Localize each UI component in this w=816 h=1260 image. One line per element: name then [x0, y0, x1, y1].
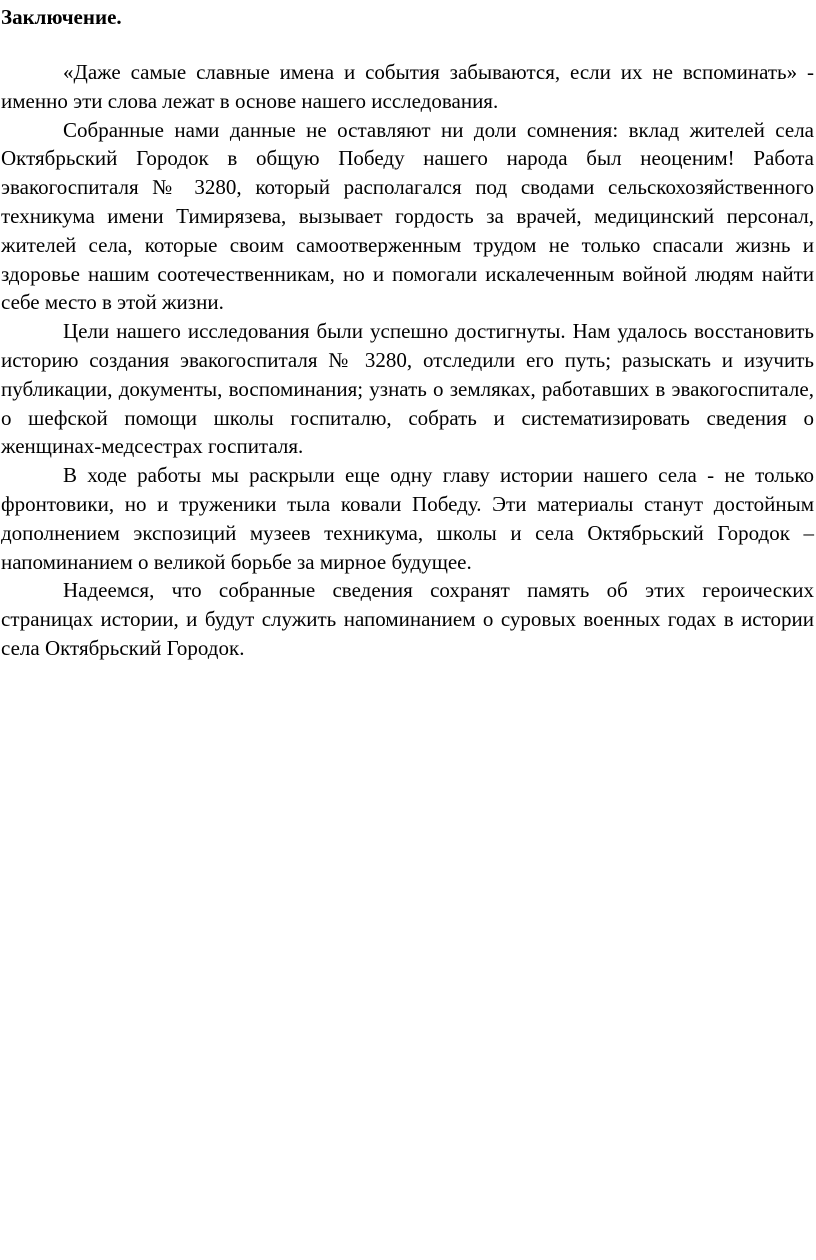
section-heading: Заключение. [1, 5, 122, 29]
paragraph-closing: Надеемся, что собранные сведения сохранят память об этих героических страницах истории, и будут служить напоминанием о суровых военных годах в истории села Октябрьский Городок. [1, 578, 814, 660]
paragraph-epigraph: «Даже самые славные имена и события забываются, если их не вспоминать» - именно эти слова лежат в основе нашего исследования. [1, 60, 814, 113]
spacer [1, 32, 814, 58]
paragraph-goals: Цели нашего исследования были успешно достигнуты. Нам удалось восстановить историю создания эвакогоспиталя № 3280, отследили его путь; разыскать и изучить публикации, документы, воспоминания; узнать о земляках, работавших в эвакогоспитале, о шефской помощи школы госпиталю, собрать и систематизировать сведения о женщинах-медсестрах госпиталя. [1, 319, 814, 459]
paragraph-contribution: Собранные нами данные не оставляют ни доли сомнения: вклад жителей села Октябрьский Городок в общую Победу нашего народа был неоценим! Работа эвакогоспиталя № 3280, который располагался под сводами сельскохозяйственного техникума имени Тимирязева, вызывает гордость за врачей, медицинский персонал, жителей села, которые своим самоотверженным трудом не только спасали жизнь и здоровье нашим соотечественникам, но и помогали искалеченным войной людям найти себе место в этой жизни. [1, 117, 814, 315]
paragraph-results: В ходе работы мы раскрыли еще одну главу истории нашего села - не только фронтовики, но и труженики тыла ковали Победу. Эти материалы станут достойным дополнением экспозиций музеев техникума, школы и села Октябрьский Городок – напоминанием о великой борьбе за мирное будущее. [1, 463, 814, 574]
